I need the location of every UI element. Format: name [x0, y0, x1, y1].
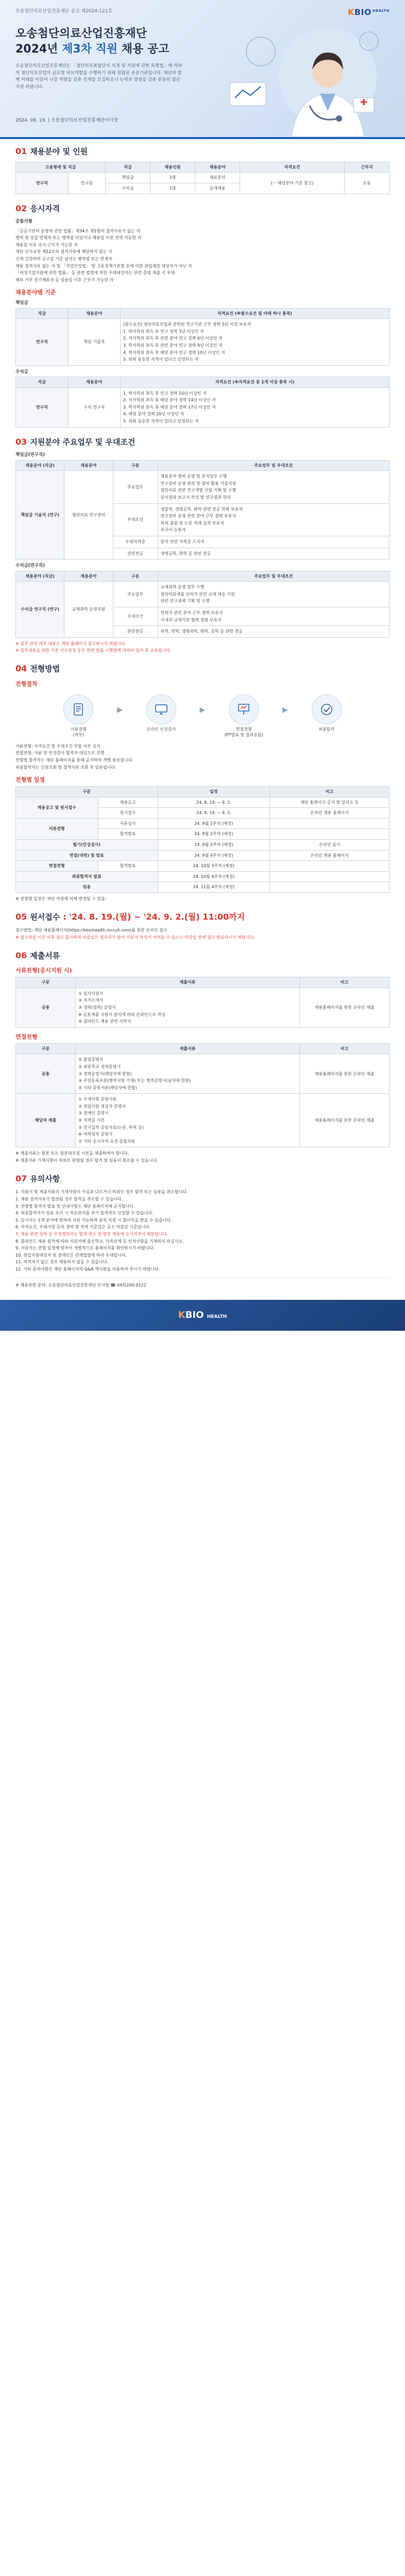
application-notes: 접수방법: 재단 채용홈페이지(https://kbiohealth.incruit.com)를 통한 온라인 접수 ※ 접수마감 시간 이후 접수 불가하며 마감일은 접속자가 많아 지원서 작성이 어려울 수 있으니 마감일 전에 접수 완료하시기 바랍니다.	[15, 928, 255, 940]
recruitment-table: 고용형태 및 직급 직급 채용인원 채용분야 자격요건 근무지 연구직 연구원 책임급 1명 재료분석 (☞ 해당분야 기준 참고) 오송 수석급 1명 공개채용	[15, 162, 390, 194]
schedule-note: ※ 전형별 일정은 재단 사정에 의해 변경될 수 있음.	[15, 896, 107, 901]
step-final: 최종합격	[301, 694, 352, 733]
f1-title: 책임급	[15, 300, 28, 306]
selection-steps	[15, 690, 390, 740]
section-title: 02 응시자격	[15, 203, 60, 213]
presentation-icon	[236, 702, 251, 717]
section-application	[0, 905, 405, 943]
duties-table-principal: 채용분야 (직급) 채용분야 구분 주요업무 및 우대조건 수석급 연구직 (연구) 규제과학 운영지원 주요업무 규제과학 운영 업무 수행 첨단의료제품 인허가 관련 규제 대응 지원 관련 연구과제 기획 및 수행 우대조건 인허가 관련 분야 근무 경력 보유자 국내외 규제기관 협력 경험 보유자 관련전공 의학, 약학, 생명과학, 화학, 공학 등 관련 전공	[15, 571, 390, 638]
section-title: 05 원서접수 : '24. 8. 19.(월) ~ '24. 9. 2.(월) 11:00까지	[15, 911, 245, 922]
footer-logo: KBIO HEALTH	[178, 1310, 227, 1321]
documents-table-1: 구분 제출서류 비고 공통 ① 입사지원서 ② 자기소개서 ③ 경력(경력) 증명서 ※ 공통제출 지원서 양식에 따라 온라인으로 작성 ④ 블라인드 채용 관련 서약서 채용홈페이지를 통한 온라인 제출	[15, 977, 390, 1028]
selection-notes: 서류전형: 자격요건 및 우대조건 부합 여부 심사 면접전형: 서류 및 인성검사 합격자 대상으로 진행 전형별 합격자는 재단 홈페이지를 통해 공지하며 개별 통보합니다. 최종합격자는 신원조회 및 결격사유 조회 후 임용됩니다.	[15, 743, 133, 770]
documents-table-2: 구분 제출서류 비고 공통 ① 졸업증명서 ② 최종학교 성적증명서 ③ 경력증명서(해당자에 한함) ④ 주민등록초본(병역사항 기재) 또는 병적증명서(남자에 한함) ⑤ 기타 증빙서류(해당자에 한함) 채용홈페이지를 통한 온라인 제출 해당자 제출 ① 우대사항 증빙서류 ② 취업지원 대상자 증명서 ③ 장애인 증명서 ④ 자격증 사본 ⑤ 연구실적 증빙자료(논문, 특허 등) ⑥ 어학성적 증명서 ⑦ 기타 응시자격 요건 증빙서류 채용홈페이지를 통한 온라인 제출	[15, 1043, 390, 1148]
document-icon	[71, 702, 86, 717]
handshake-icon	[319, 702, 334, 717]
common-label: 공통사항	[15, 219, 32, 225]
common-requirements: 「공공기관의 운영에 관한 법률」제34조 제1항의 결격사유가 없는 자 병역 및 징집 면제자 또는 병역필 되었거나 채용일 이전 전역 가능한 자 채용일 이후 즉시 근무가 가능한 자 재단 인사규정 제12조의 결격사유에 해당하지 않는 자 신체 건강하며 공고일 기준 남자는 병역필 또는 면제자 채용 결격사유 없는 자 및 「직업안정법」 및 고용정책기본법 등에 의한 취업제한 대상자가 아닌 자 「여성기업지원에 관한 법률」 등 관련 법령에 의한 우대대상자는 관련 증빙 제출 시 우대 해외 거주 장기체류자 등 임용일 이후 근무가 가능한 자	[15, 228, 192, 282]
t2-label: 수석급(연구직)	[15, 563, 45, 569]
hero-banner	[0, 0, 405, 139]
footer-banner	[0, 1300, 405, 1331]
divider	[15, 1277, 390, 1278]
section-eligibility	[0, 196, 405, 430]
section-title: 03 지원분야 주요업무 및 우대조건	[15, 436, 136, 447]
arrow-icon: ▶	[282, 705, 288, 714]
section-title: 04 전형방법	[15, 663, 60, 673]
hero-description: 오송첨단의료산업진흥재단은 「첨단의료복합단지 지정 및 지원에 관한 특별법」에 의하여 첨단의료산업의 글로벌 허브역할을 수행하기 위해 설립된 공공기관입니다. 재단과 함께 미래를 이끌어 나갈 역량을 갖춘 인재를 모집하오니 능력과 열정을 갖춘 분들의 많은 지원 바랍니다.	[15, 63, 182, 90]
criteria-table-principal: 직급 채용분야 자격요건 (※자격요건 중 1개 이상 충족 시) 연구직 수석 연구직 1. 박사학위 취득 후 연구 경력 10년 이상인 자 2. 석사학위 취득 후 해당 분야 경력 14년 이상인 자 3. 학사학위 취득 후 해당 분야 경력 17년 이상인 자 4. 해당 분야 경력 20년 이상인 자 5. 위와 동등한 자격이 있다고 인정되는 자	[15, 377, 390, 428]
hero-date: 2024. 08. 19. | 오송첨단의료산업진흥재단이사장	[15, 118, 119, 123]
kbiohealth-logo: KBIO $^{HEALTH}$	[347, 7, 390, 17]
section-selection	[0, 656, 405, 905]
criteria-table-senior: 직급 채용분야 자격요건 (※필수요건 및 아래 하나 충족) 연구직 책임 기술직 (필수요건) 첨단의료산업과 관련된 연구기관 근무 경력 5년 이상 보유자 1. 박사학위 취득 후 연구 경력 3년 이상인 자 2. 석사학위 취득 후 관련 분야 연구 경력 6년 이상인 자 3. 학사학위 취득 후 관련 분야 연구 경력 9년 이상인 자 4. 학사학위 취득 후 해당 분야 연구 경력 10년 이상인 자 5. 위와 동등한 자격이 있다고 인정되는 자	[15, 308, 390, 366]
t1-label: 책임급(연구직)	[15, 452, 45, 458]
step-interview: 면접전형 (PT발표 및 질의응답)	[218, 694, 269, 738]
documents-sub2: 면접전형	[15, 1033, 38, 1040]
section-title: 06 제출서류	[15, 950, 60, 960]
monitor-icon	[154, 702, 169, 717]
cautions-list: 1. 지원서 및 제출서류의 기재사항이 사실과 다르거나 허위인 경우 합격 또는 임용을 취소합니다. 2. 채용 결격사유가 발견될 경우 합격을 취소할 수 있습니다. 3. 전형별 합격자 발표 및 안내사항은 재단 홈페이지에 공지합니다. 4. 최종합격자가 임용 포기 시 차순위자를 추가 합격자로 선정할 수 있습니다. 5. 응시자는 1개 분야에 한하여 지원 가능하며 중복 지원 시 불이익을 받을 수 있습니다. 6. 자격요건, 우대사항 등의 경력 및 자격 기준일은 공고 마감일 기준입니다. 7. 채용 관련 청탁 등 부정행위자는 합격 취소 및 향후 채용에 응시자격이 제한됩니다. 8. 블라인드 채용 원칙에 따라 지원서에 출신학교, 가족관계 등 인적사항을 기재하지 마십시오. 9. 지원자는 전형 일정에 맞추어 개별적으로 홈페이지를 확인하시기 바랍니다. 10. 취업지원대상자 및 장애인은 관계법령에 따라 우대합니다. 11. 적격자가 없는 경우 채용하지 않을 수 있습니다. 12. 기타 문의사항은 재단 홈페이지의 Q&A 게시판을 이용하여 주시기 바랍니다.	[15, 1190, 188, 1272]
hero-title-org: 오송첨단의료산업진흥재단	[15, 27, 147, 40]
duties-notes: ※ 업무 관련 세부 내용은 재단 홈페이지 참고하시기 바랍니다. ※ 업무내용을 위한 기본 이수과정 등은 관련 법률 시행령에 의하여 입사 후 교육됩니다.	[15, 641, 172, 653]
step-document: 서류전형 (적부)	[53, 694, 104, 738]
f2-title: 수석급	[15, 369, 28, 375]
notice-number: 오송첨단의료산업진흥재단 공고 제2024-121호	[15, 9, 113, 14]
section-title: 01 채용분야 및 인원	[15, 146, 88, 156]
arrow-icon: ▶	[199, 705, 206, 714]
doctor-illustration	[199, 21, 395, 137]
schedule-table: 구분 일정 비고 채용공고 및 원서접수 채용공고 24. 8. 19. ~ 9. 2. 재단 홈페이지 공지 및 알리오 등 원서접수 24. 8. 19. ~ 9. 2. 온라인 채용 홈페이지 서류전형 서류심사 24. 9월 1주차 (예정) 합격발표 24. 9월 2주차 (예정) 필기(인성검사) 24. 9월 2주차 (예정) 온라인 실시 면접(대면) 및 발표 24. 9월 4주차 (예정) 온라인 채용 홈페이지 면접전형 합격발표 24. 10월 3주차 (예정) 최종합격자 발표 24. 10월 4주차 (예정) 임용 24. 11월 4주차 (예정)	[15, 786, 390, 893]
duties-table-senior: 채용분야 (직급) 채용분야 구분 주요업무 및 우대조건 책임급 기술직 (연구) 첨단의료 연구장비 주요업무 재료분석 장비 운영 및 분석업무 수행 연구장비 운영·관리 및 장비 활용 기술지원 첨단의료 관련 연구개발 사업 기획 및 수행 분석결과 보고서 작성 및 연구결과 관리 우대조건 생물학, 생명공학, 화학 관련 전공 학위 보유자 연구장비 운영 관련 분야 근무 경력 보유자 특허 출원 및 논문 게재 실적 보유자 외국어 능통자 우대자격증 분석 관련 자격증 소지자 관련전공 생명공학, 화학 등 관련 전공	[15, 460, 390, 560]
process-title: 전형절차	[15, 680, 38, 687]
step-aptitude: 온라인 인성검사	[136, 694, 187, 733]
section-title: 07 유의사항	[15, 1173, 60, 1183]
documents-notes: ※ 제출서류는 원본 또는 원본대조필 사본을 제출하여야 합니다. ※ 제출서류 기재사항이 허위로 판명될 경우 합격 및 임용이 취소될 수 있습니다.	[15, 1151, 158, 1163]
contact-info: ※ 채용관련 문의: 오송첨단의료산업진흥재단 인사팀 ☎ 043)200-9122	[15, 1282, 146, 1287]
hero-title: 2024년 제3차 직원 채용 공고	[15, 43, 170, 56]
section-documents	[0, 943, 405, 1166]
arrow-icon: ▶	[117, 705, 123, 714]
schedule-title: 전형별 일정	[15, 776, 45, 784]
section-cautions	[0, 1166, 405, 1291]
documents-sub1: 서류전형(응시지원 시)	[15, 967, 72, 974]
section-duties	[0, 430, 405, 656]
hero-divider	[0, 137, 405, 139]
field-criteria-title: 채용분야별 기준	[15, 289, 56, 296]
section-recruitment	[0, 139, 405, 196]
